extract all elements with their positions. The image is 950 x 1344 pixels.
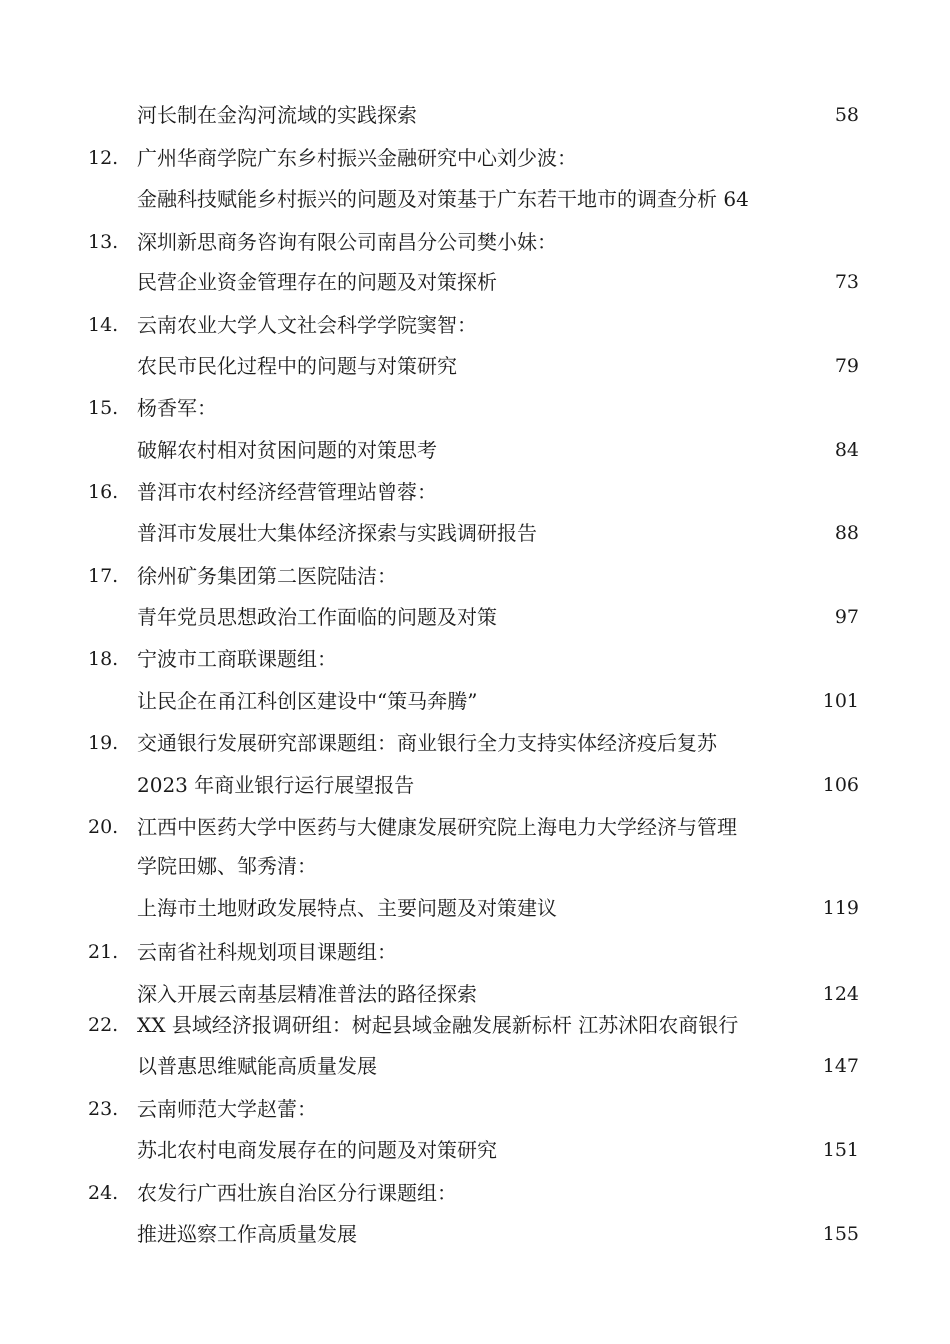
toc-page-number: 106 [822,774,859,796]
toc-author-line [0,728,950,758]
toc-author: 徐州矿务集团第二医院陆洁： [137,564,397,588]
toc-author-line [0,1178,950,1208]
toc-author-line [0,561,950,591]
toc-title-line [0,1051,950,1081]
toc-author-line-continued [0,851,950,881]
toc-title: 让民企在甬江科创区建设中“策马奔腾” [137,689,478,713]
toc-author: 普洱市农村经济经营管理站曾蓉： [137,480,437,504]
toc-title: 河长制在金沟河流域的实践探索 [137,103,417,127]
toc-author: 江西中医药大学中医药与大健康发展研究院上海电力大学经济与管理 [137,815,737,839]
toc-author-line [0,227,950,257]
toc-author-line [0,937,950,967]
toc-page-number: 155 [822,1223,859,1245]
toc-author: 云南师范大学赵蕾： [137,1097,317,1121]
toc-author-line [0,812,950,842]
toc-entry-number: 20. [88,816,119,838]
toc-page-number: 101 [822,690,859,712]
toc-page-number: 124 [822,983,859,1005]
toc-page-number: 84 [834,439,859,461]
toc-page-number: 151 [822,1139,859,1161]
toc-title-line [0,1135,950,1165]
toc-page-number: 58 [834,104,859,126]
toc-title: 普洱市发展壮大集体经济探索与实践调研报告 [137,521,537,545]
toc-title-line [0,351,950,381]
toc-title: 青年党员思想政治工作面临的问题及对策 [137,605,497,629]
toc-title: 农民市民化过程中的问题与对策研究 [137,354,457,378]
toc-entry-number: 21. [88,941,119,963]
toc-title: 以普惠思维赋能高质量发展 [137,1054,377,1078]
toc-entry-number: 13. [88,231,119,253]
toc-author: 学院田娜、邹秀清： [137,854,317,878]
toc-author-line [0,310,950,340]
toc-title: 民营企业资金管理存在的问题及对策探析 [137,270,497,294]
toc-entry-number: 18. [88,648,119,670]
toc-title-line [0,184,950,214]
toc-entry-number: 14. [88,314,119,336]
toc-author-line [0,644,950,674]
toc-title-line [0,602,950,632]
toc-title: 2023 年商业银行运行展望报告 [137,773,415,797]
toc-author-line [0,393,950,423]
toc-page-number: 119 [822,897,859,919]
toc-title: 金融科技赋能乡村振兴的问题及对策基于广东若干地市的调查分析 64 [137,187,749,211]
toc-title-line [0,518,950,548]
toc-title-line [0,979,950,1009]
toc-author-line [0,143,950,173]
toc-author: 云南农业大学人文社会科学学院窦智： [137,313,477,337]
toc-title-line [0,435,950,465]
toc-title-line [0,267,950,297]
toc-page-number: 97 [834,606,859,628]
toc-title: 破解农村相对贫困问题的对策思考 [137,438,437,462]
toc-author: XX 县域经济报调研组：树起县域金融发展新标杆 江苏沭阳农商银行 [137,1013,739,1037]
toc-page-number: 73 [834,271,859,293]
toc-title-line [0,1219,950,1249]
toc-entry-number: 17. [88,565,119,587]
toc-entry-number: 19. [88,732,119,754]
toc-author-line [0,477,950,507]
toc-title: 推进巡察工作高质量发展 [137,1222,357,1246]
toc-title: 苏北农村电商发展存在的问题及对策研究 [137,1138,497,1162]
toc-title-line [0,100,950,130]
toc-author: 交通银行发展研究部课题组：商业银行全力支持实体经济疫后复苏 [137,731,717,755]
toc-entry-number: 16. [88,481,119,503]
toc-entry-number: 22. [88,1014,119,1036]
toc-page-number: 79 [834,355,859,377]
toc-title-line [0,686,950,716]
toc-author-line [0,1010,950,1040]
toc-page-number: 88 [834,522,859,544]
toc-author-line [0,1094,950,1124]
toc-title: 上海市土地财政发展特点、主要问题及对策建议 [137,896,557,920]
toc-entry-number: 23. [88,1098,119,1120]
toc-title-line [0,770,950,800]
toc-author: 杨香军： [137,396,217,420]
toc-page-number: 147 [822,1055,859,1077]
toc-title: 深入开展云南基层精准普法的路径探索 [137,982,477,1006]
toc-author: 农发行广西壮族自治区分行课题组： [137,1181,457,1205]
toc-title-line [0,893,950,923]
toc-entry-number: 15. [88,397,119,419]
toc-entry-number: 12. [88,147,119,169]
toc-author: 深圳新思商务咨询有限公司南昌分公司樊小妹： [137,230,557,254]
toc-author: 云南省社科规划项目课题组： [137,940,397,964]
toc-entry-number: 24. [88,1182,119,1204]
toc-author: 宁波市工商联课题组： [137,647,337,671]
toc-author: 广州华商学院广东乡村振兴金融研究中心刘少波： [137,146,577,170]
